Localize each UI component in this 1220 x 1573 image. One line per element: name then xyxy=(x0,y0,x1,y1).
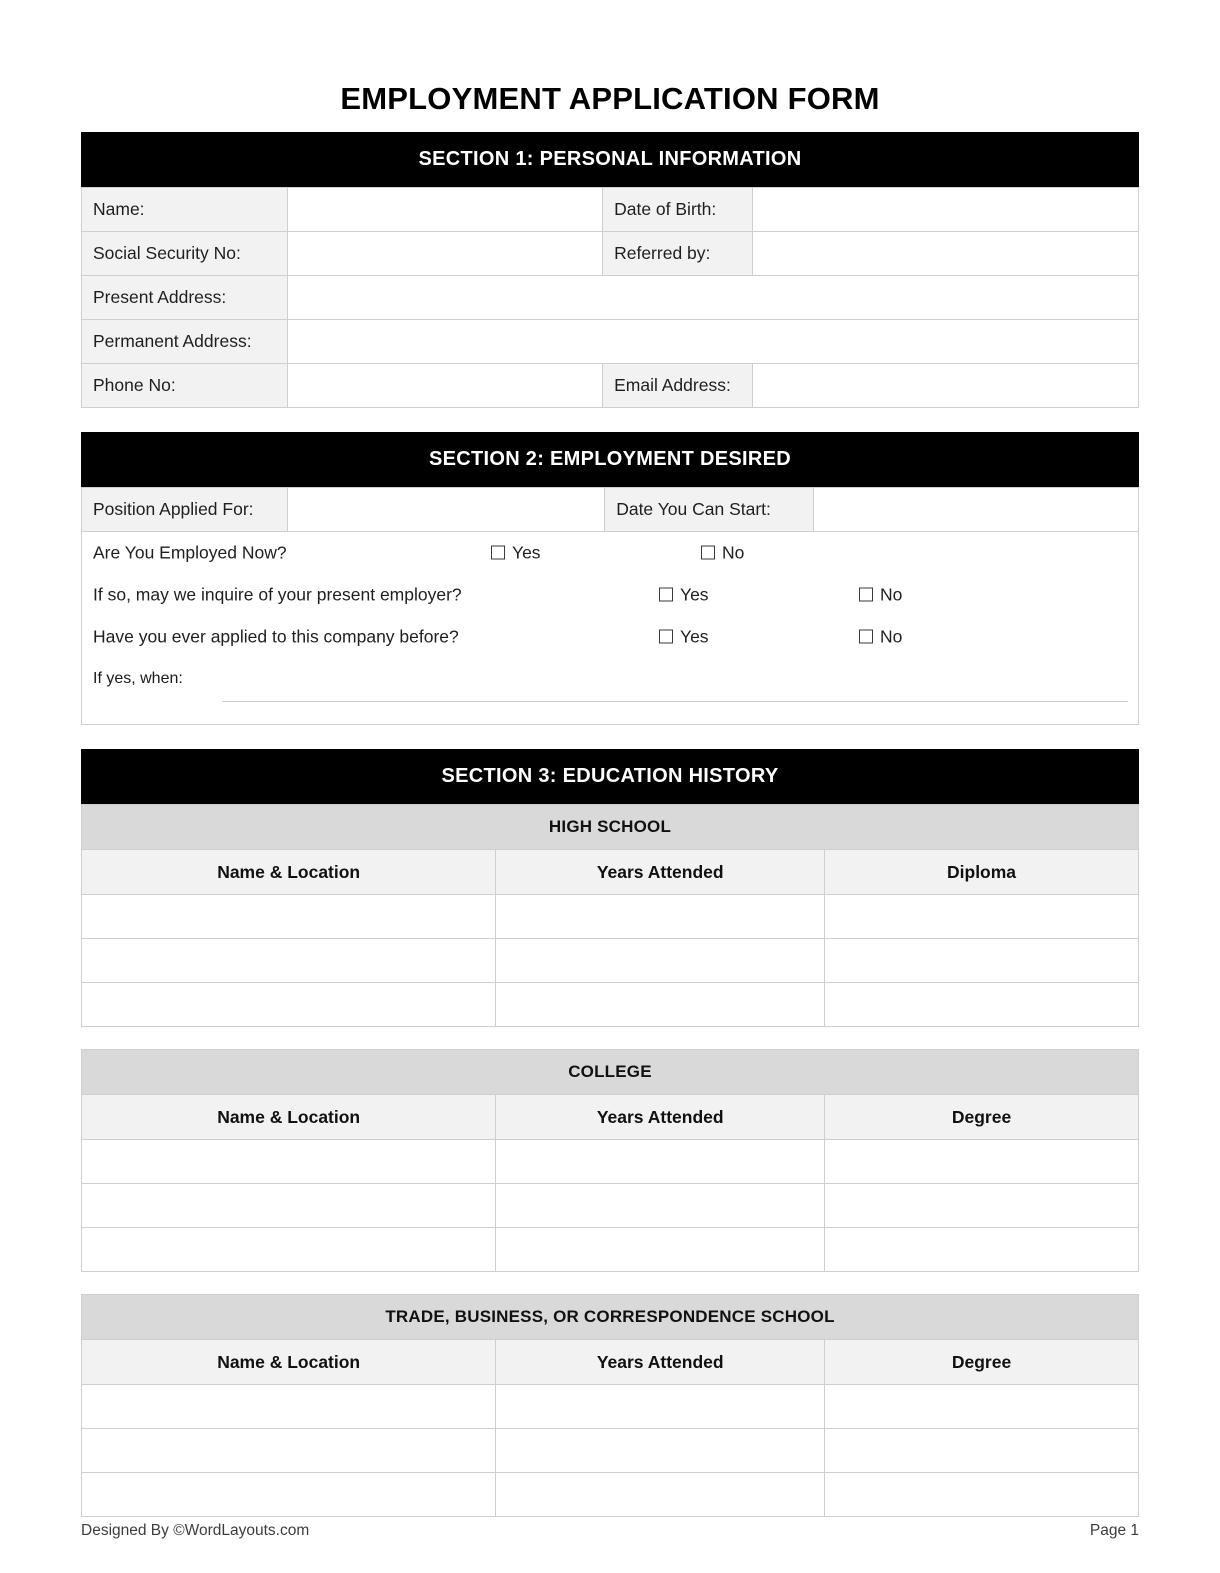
cell-degree[interactable] xyxy=(825,1140,1139,1184)
name-input[interactable] xyxy=(288,188,603,232)
column-header-years-attended: Years Attended xyxy=(496,1340,825,1385)
spacer xyxy=(81,1272,1139,1294)
permanent-address-input[interactable] xyxy=(288,320,1139,364)
table-header-row xyxy=(82,1340,1139,1385)
cell-name-location[interactable] xyxy=(82,1228,496,1272)
table-row xyxy=(82,939,1139,983)
if-yes-when-label: If yes, when: xyxy=(93,670,183,688)
employed-now-no-option[interactable] xyxy=(701,543,744,564)
cell-degree[interactable] xyxy=(825,1473,1139,1517)
high-school-subheader: HIGH SCHOOL xyxy=(82,805,1139,850)
table-row xyxy=(82,488,1139,532)
date-of-birth-input[interactable] xyxy=(753,188,1139,232)
employment-desired-table xyxy=(81,487,1139,532)
table-row xyxy=(82,1184,1139,1228)
table-row xyxy=(82,1228,1139,1272)
cell-name-location[interactable] xyxy=(82,983,496,1027)
name-label: Name: xyxy=(82,188,288,232)
date-you-can-start-label: Date You Can Start: xyxy=(605,488,814,532)
cell-name-location[interactable] xyxy=(82,1184,496,1228)
checkbox-icon[interactable] xyxy=(701,546,715,560)
question-applied-before xyxy=(82,616,1138,658)
cell-years-attended[interactable] xyxy=(496,983,825,1027)
cell-degree[interactable] xyxy=(825,1385,1139,1429)
social-security-label: Social Security No: xyxy=(82,232,288,276)
table-row xyxy=(82,232,1139,276)
question-inquire-employer-label: If so, may we inquire of your present employer? xyxy=(93,584,462,605)
cell-diploma[interactable] xyxy=(825,939,1139,983)
section-2-header: SECTION 2: EMPLOYMENT DESIRED xyxy=(81,432,1139,487)
table-row xyxy=(82,1429,1139,1473)
column-header-degree: Degree xyxy=(825,1095,1139,1140)
employed-now-no-label: No xyxy=(722,542,745,563)
social-security-input[interactable] xyxy=(288,232,603,276)
date-you-can-start-input[interactable] xyxy=(814,488,1139,532)
email-address-label: Email Address: xyxy=(603,364,753,408)
cell-degree[interactable] xyxy=(825,1429,1139,1473)
position-applied-for-input[interactable] xyxy=(288,488,605,532)
cell-years-attended[interactable] xyxy=(496,1473,825,1517)
table-row xyxy=(82,320,1139,364)
table-row xyxy=(82,983,1139,1027)
cell-name-location[interactable] xyxy=(82,1429,496,1473)
inquire-employer-no-label: No xyxy=(880,584,903,605)
table-row xyxy=(82,1473,1139,1517)
table-header-row xyxy=(82,850,1139,895)
cell-name-location[interactable] xyxy=(82,1140,496,1184)
cell-name-location[interactable] xyxy=(82,1385,496,1429)
table-row xyxy=(82,895,1139,939)
cell-diploma[interactable] xyxy=(825,895,1139,939)
question-employed-now-label: Are You Employed Now? xyxy=(93,542,287,563)
education-table-high-school xyxy=(81,804,1139,1027)
employed-now-yes-option[interactable] xyxy=(491,543,541,564)
table-header-row xyxy=(82,1095,1139,1140)
phone-number-input[interactable] xyxy=(288,364,603,408)
column-header-name-location: Name & Location xyxy=(82,1340,496,1385)
cell-years-attended[interactable] xyxy=(496,1429,825,1473)
cell-diploma[interactable] xyxy=(825,983,1139,1027)
column-header-name-location: Name & Location xyxy=(82,1095,496,1140)
cell-name-location[interactable] xyxy=(82,939,496,983)
question-inquire-employer xyxy=(82,574,1138,616)
cell-degree[interactable] xyxy=(825,1184,1139,1228)
cell-years-attended[interactable] xyxy=(496,1184,825,1228)
employment-questions-block xyxy=(81,532,1139,725)
checkbox-icon[interactable] xyxy=(859,630,873,644)
referred-by-input[interactable] xyxy=(753,232,1139,276)
question-applied-before-label: Have you ever applied to this company before? xyxy=(93,626,459,647)
column-header-years-attended: Years Attended xyxy=(496,1095,825,1140)
table-subheader-row xyxy=(82,805,1139,850)
inquire-employer-yes-option[interactable] xyxy=(659,585,709,606)
applied-before-yes-option[interactable] xyxy=(659,627,709,648)
cell-degree[interactable] xyxy=(825,1228,1139,1272)
cell-name-location[interactable] xyxy=(82,895,496,939)
table-row xyxy=(82,364,1139,408)
email-address-input[interactable] xyxy=(753,364,1139,408)
present-address-input[interactable] xyxy=(288,276,1139,320)
cell-years-attended[interactable] xyxy=(496,1228,825,1272)
position-applied-for-label: Position Applied For: xyxy=(82,488,288,532)
applied-before-yes-label: Yes xyxy=(680,626,709,647)
inquire-employer-no-option[interactable] xyxy=(859,585,902,606)
trade-school-subheader: TRADE, BUSINESS, OR CORRESPONDENCE SCHOOL xyxy=(82,1295,1139,1340)
cell-years-attended[interactable] xyxy=(496,1140,825,1184)
table-subheader-row xyxy=(82,1295,1139,1340)
table-row xyxy=(82,1140,1139,1184)
if-yes-when-input[interactable] xyxy=(222,701,1128,702)
referred-by-label: Referred by: xyxy=(603,232,753,276)
personal-information-table xyxy=(81,187,1139,408)
college-subheader: COLLEGE xyxy=(82,1050,1139,1095)
inquire-employer-yes-label: Yes xyxy=(680,584,709,605)
education-table-college xyxy=(81,1049,1139,1272)
page-footer xyxy=(81,1522,1139,1540)
column-header-degree: Degree xyxy=(825,1340,1139,1385)
applied-before-no-option[interactable] xyxy=(859,627,902,648)
checkbox-icon[interactable] xyxy=(659,630,673,644)
spacer xyxy=(81,408,1139,432)
cell-name-location[interactable] xyxy=(82,1473,496,1517)
column-header-years-attended: Years Attended xyxy=(496,850,825,895)
education-table-trade-school xyxy=(81,1294,1139,1517)
applied-before-no-label: No xyxy=(880,626,903,647)
cell-years-attended[interactable] xyxy=(496,895,825,939)
date-of-birth-label: Date of Birth: xyxy=(603,188,753,232)
spacer xyxy=(81,1027,1139,1049)
present-address-label: Present Address: xyxy=(82,276,288,320)
table-subheader-row xyxy=(82,1050,1139,1095)
checkbox-icon[interactable] xyxy=(859,588,873,602)
section-3-header: SECTION 3: EDUCATION HISTORY xyxy=(81,749,1139,804)
spacer xyxy=(81,725,1139,749)
table-row xyxy=(82,1385,1139,1429)
checkbox-icon[interactable] xyxy=(659,588,673,602)
table-row xyxy=(82,276,1139,320)
phone-number-label: Phone No: xyxy=(82,364,288,408)
question-employed-now xyxy=(82,532,1138,574)
column-header-name-location: Name & Location xyxy=(82,850,496,895)
footer-page-number: Page 1 xyxy=(1089,1522,1139,1539)
if-yes-when-row xyxy=(82,658,1138,710)
employed-now-yes-label: Yes xyxy=(512,542,541,563)
permanent-address-label: Permanent Address: xyxy=(82,320,288,364)
checkbox-icon[interactable] xyxy=(491,546,505,560)
cell-years-attended[interactable] xyxy=(496,939,825,983)
section-1-header: SECTION 1: PERSONAL INFORMATION xyxy=(81,132,1139,187)
column-header-diploma: Diploma xyxy=(825,850,1139,895)
page-title: EMPLOYMENT APPLICATION FORM xyxy=(340,81,880,116)
table-row xyxy=(82,188,1139,232)
footer-credit: Designed By ©WordLayouts.com xyxy=(81,1522,310,1539)
cell-years-attended[interactable] xyxy=(496,1385,825,1429)
